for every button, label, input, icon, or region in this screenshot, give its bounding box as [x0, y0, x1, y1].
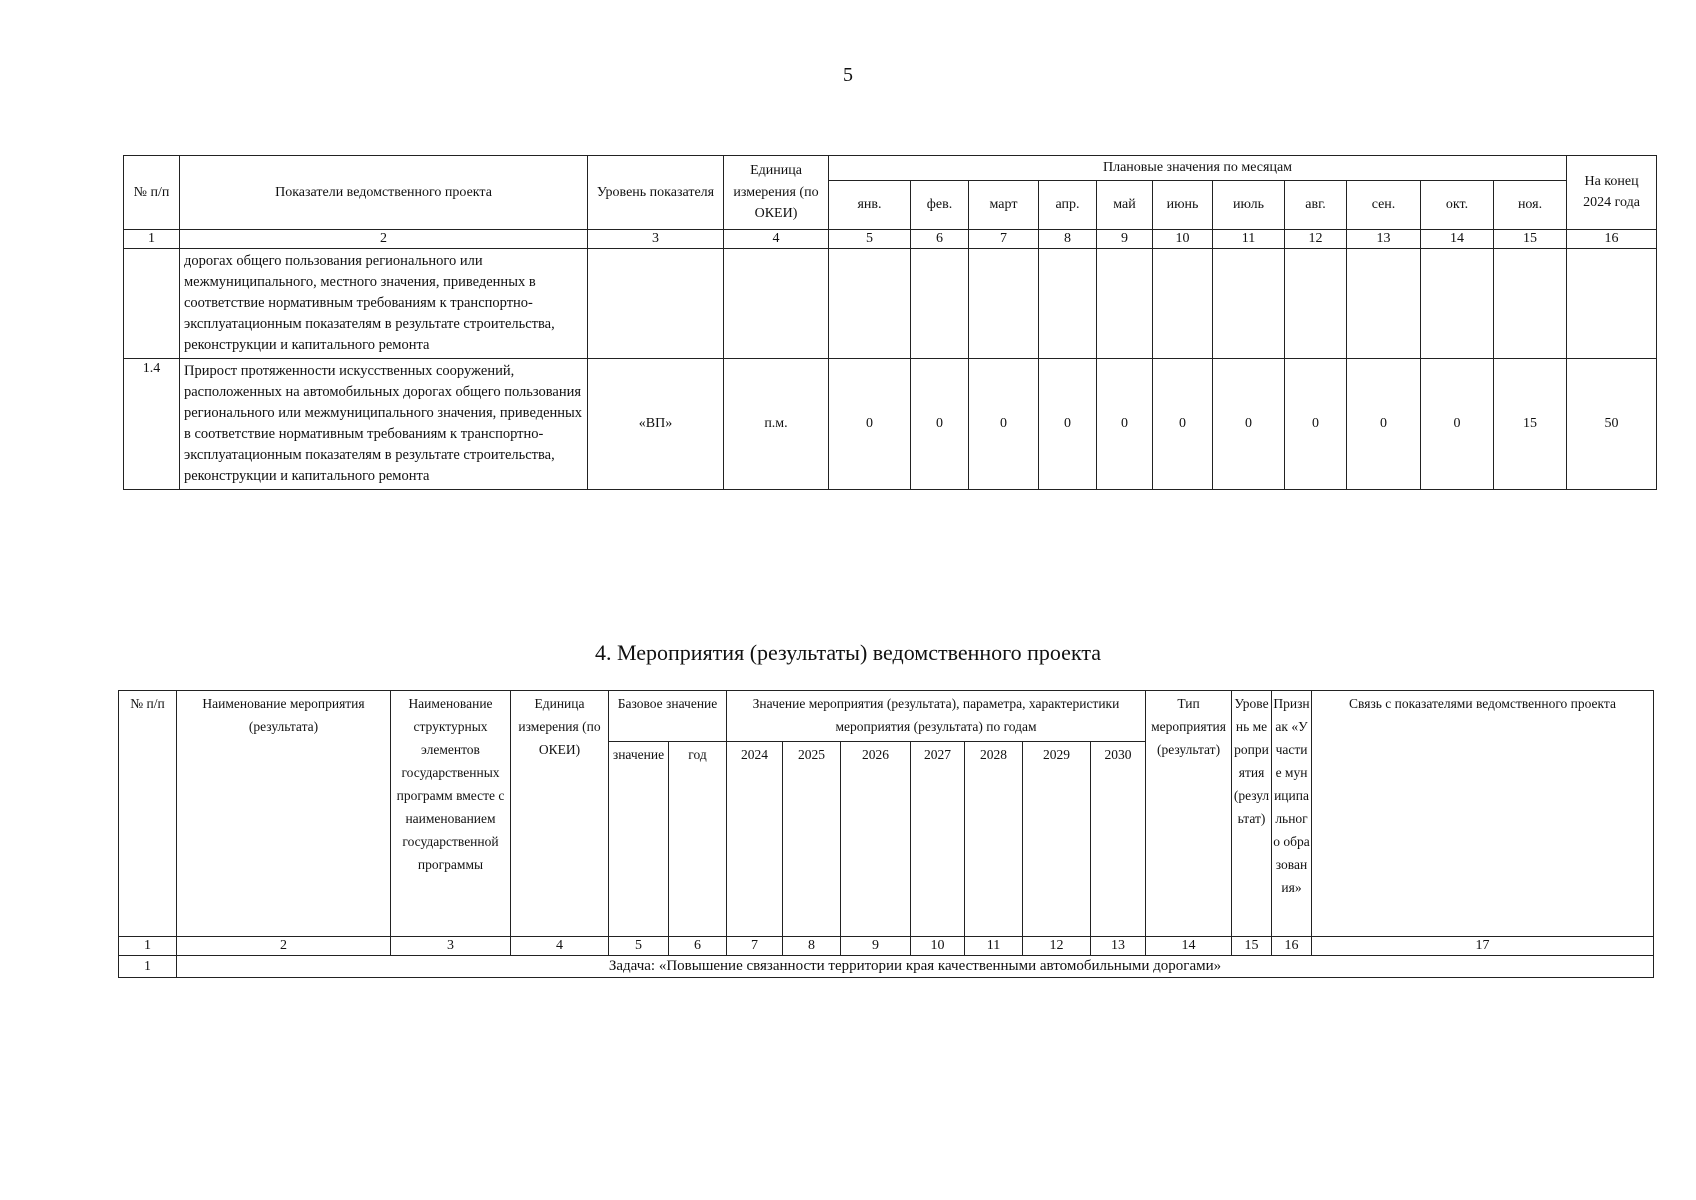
indicators-table	[123, 155, 1657, 490]
task-row	[119, 955, 1654, 977]
month-value	[1153, 248, 1213, 358]
column-number: 16	[1567, 229, 1657, 248]
table-row	[124, 248, 1657, 358]
section-title: 4. Мероприятия (результаты) ведомственного проекта	[594, 640, 1101, 665]
header-month: фев.	[911, 180, 969, 229]
header-year: 2025	[783, 741, 841, 936]
header-value-by-years: Значение мероприятия (результата), параметра, характеристики мероприятия (результата) по годам	[727, 691, 1146, 742]
header-base-value-value: значение	[609, 741, 669, 936]
page-number: 5	[843, 64, 853, 86]
month-value	[1347, 248, 1421, 358]
header-month: ноя.	[1494, 180, 1567, 229]
header-num: № п/п	[119, 691, 177, 937]
header-planned: Плановые значения по месяцам	[829, 156, 1567, 181]
indicator-name: дорогах общего пользования регионального или межмуниципального, местного значения, приведенных в соответствие нормативным требованиям к транспортно-эксплуатационным показателям в результате строительства, реконструкции и капитального ремонта	[180, 248, 588, 358]
header-year: 2024	[727, 741, 783, 936]
column-number: 8	[1039, 229, 1097, 248]
header-unit: Единица измерения (по ОКЕИ)	[511, 691, 609, 937]
month-value: 0	[1213, 358, 1285, 489]
table-row	[124, 358, 1657, 489]
column-number: 1	[119, 936, 177, 955]
month-value: 0	[1421, 358, 1494, 489]
column-number: 10	[911, 936, 965, 955]
column-number: 15	[1494, 229, 1567, 248]
month-value: 15	[1494, 358, 1567, 489]
column-number: 6	[911, 229, 969, 248]
header-month: июль	[1213, 180, 1285, 229]
header-month: авг.	[1285, 180, 1347, 229]
header-num: № п/п	[124, 156, 180, 230]
column-number: 5	[609, 936, 669, 955]
indicator-unit: п.м.	[724, 358, 829, 489]
table1-column-numbers	[124, 229, 1657, 248]
header-link-to-indicators: Связь с показателями ведомственного проекта	[1312, 691, 1654, 937]
month-value	[1285, 248, 1347, 358]
header-level: Уровень показателя	[588, 156, 724, 230]
task-text: Задача: «Повышение связанности территории края качественными автомобильными дорогами»	[177, 955, 1654, 977]
header-municipal-participation: Признак «Участие муниципального образования»	[1272, 691, 1312, 937]
column-number: 17	[1312, 936, 1654, 955]
column-number: 6	[669, 936, 727, 955]
header-activity-type: Тип мероприятия (результат)	[1146, 691, 1232, 937]
header-month: март	[969, 180, 1039, 229]
month-value	[1494, 248, 1567, 358]
column-number: 13	[1091, 936, 1146, 955]
month-value: 0	[1285, 358, 1347, 489]
month-value	[969, 248, 1039, 358]
column-number: 15	[1232, 936, 1272, 955]
header-base-value: Базовое значение	[609, 691, 727, 742]
month-value: 0	[1347, 358, 1421, 489]
month-value	[1097, 248, 1153, 358]
header-month: июнь	[1153, 180, 1213, 229]
header-year: 2028	[965, 741, 1023, 936]
row-number	[124, 248, 180, 358]
header-unit: Единица измерения (по ОКЕИ)	[724, 156, 829, 230]
column-number: 2	[180, 229, 588, 248]
column-number: 2	[177, 936, 391, 955]
column-number: 4	[511, 936, 609, 955]
header-end-of-year: На конец 2024 года	[1567, 156, 1657, 230]
column-number: 9	[1097, 229, 1153, 248]
month-value	[1039, 248, 1097, 358]
month-value	[1421, 248, 1494, 358]
month-value: 0	[1039, 358, 1097, 489]
header-month: сен.	[1347, 180, 1421, 229]
indicator-level: «ВП»	[588, 358, 724, 489]
column-number: 9	[841, 936, 911, 955]
header-year: 2026	[841, 741, 911, 936]
column-number: 7	[969, 229, 1039, 248]
month-value: 0	[911, 358, 969, 489]
table2-column-numbers	[119, 936, 1654, 955]
activities-table	[118, 690, 1654, 978]
header-year: 2030	[1091, 741, 1146, 936]
column-number: 1	[124, 229, 180, 248]
column-number: 3	[391, 936, 511, 955]
header-year: 2029	[1023, 741, 1091, 936]
end-of-year-value	[1567, 248, 1657, 358]
row-number: 1.4	[124, 358, 180, 489]
end-of-year-value: 50	[1567, 358, 1657, 489]
column-number: 13	[1347, 229, 1421, 248]
header-month: янв.	[829, 180, 911, 229]
header-activity-name: Наименование мероприятия (результата)	[177, 691, 391, 937]
column-number: 5	[829, 229, 911, 248]
month-value: 0	[1153, 358, 1213, 489]
task-number: 1	[119, 955, 177, 977]
indicator-name: Прирост протяженности искусственных сооружений, расположенных на автомобильных дорогах общего пользования регионального или межмуниципального значения, приведенных в соответствие нормативным требованиям к транспортно-эксплуатационным показателям в результате строительства, реконструкции и капитального ремонта	[180, 358, 588, 489]
month-value	[1213, 248, 1285, 358]
header-base-value-year: год	[669, 741, 727, 936]
indicator-level	[588, 248, 724, 358]
header-year: 2027	[911, 741, 965, 936]
column-number: 14	[1421, 229, 1494, 248]
column-number: 7	[727, 936, 783, 955]
month-value: 0	[829, 358, 911, 489]
column-number: 11	[1213, 229, 1285, 248]
table1-header-row-1	[124, 156, 1657, 181]
header-month: май	[1097, 180, 1153, 229]
column-number: 12	[1023, 936, 1091, 955]
header-month: апр.	[1039, 180, 1097, 229]
column-number: 10	[1153, 229, 1213, 248]
month-value	[911, 248, 969, 358]
month-value: 0	[969, 358, 1039, 489]
column-number: 8	[783, 936, 841, 955]
column-number: 3	[588, 229, 724, 248]
month-value	[829, 248, 911, 358]
header-activity-level: Уровень мероприятия (результат)	[1232, 691, 1272, 937]
column-number: 12	[1285, 229, 1347, 248]
header-month: окт.	[1421, 180, 1494, 229]
column-number: 14	[1146, 936, 1232, 955]
column-number: 16	[1272, 936, 1312, 955]
month-value: 0	[1097, 358, 1153, 489]
header-indicator: Показатели ведомственного проекта	[180, 156, 588, 230]
indicator-unit	[724, 248, 829, 358]
column-number: 11	[965, 936, 1023, 955]
column-number: 4	[724, 229, 829, 248]
header-structural-elements: Наименование структурных элементов государственных программ вместе с наименованием государственной программы	[391, 691, 511, 937]
